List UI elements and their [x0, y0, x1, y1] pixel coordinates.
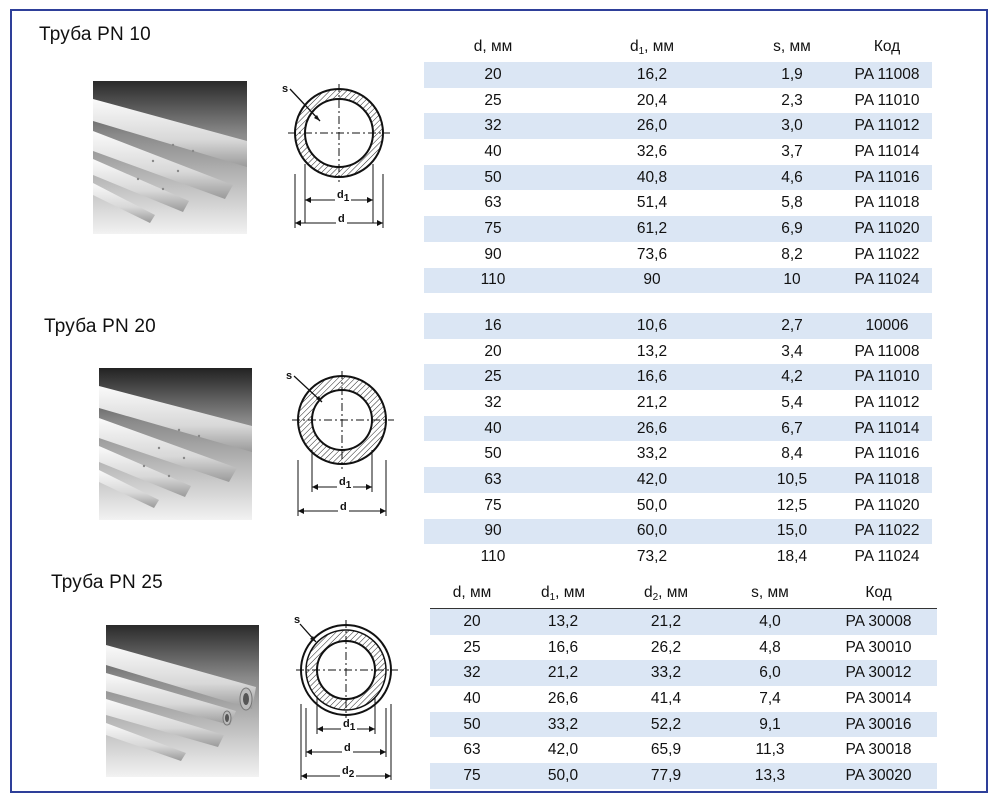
table-cell: PA 11012	[854, 393, 920, 411]
table-cell: 75	[484, 496, 502, 514]
table-cell: 1,9	[742, 62, 842, 88]
table-cell: 8,2	[781, 245, 803, 263]
table-row	[424, 88, 932, 114]
table-row	[424, 519, 932, 545]
table-cell: 40	[424, 416, 562, 442]
table-cell: 4,6	[742, 165, 842, 191]
table-cell: 60,0	[562, 519, 742, 545]
table-cell: 4,0	[720, 609, 820, 635]
diagram-label-s: s	[286, 370, 293, 382]
table-cell: PA 30018	[845, 741, 912, 759]
table-cell: 3,7	[781, 142, 803, 160]
column-header-d1: $d_1$, мм	[514, 578, 612, 609]
table-cell: 26,2	[650, 638, 682, 656]
spec-table-pn20	[424, 313, 932, 570]
table-cell: PA 11020	[842, 216, 932, 242]
section-title-pn25: Труба PN 25	[51, 572, 163, 593]
table-cell: 5,8	[781, 194, 803, 212]
table-cell: 20	[430, 609, 514, 635]
table-cell: 20,4	[636, 91, 668, 109]
table-cell: 26,6	[547, 689, 579, 707]
diagram-label-d: d	[340, 501, 347, 513]
table-cell: PA 11010	[842, 364, 932, 390]
spec-table-pn10	[424, 32, 932, 293]
table-cell: 10,5	[742, 467, 842, 493]
table-cell: 4,2	[742, 364, 842, 390]
table-cell: 33,2	[612, 660, 720, 686]
table-cell: 4,8	[759, 638, 781, 656]
table-cell: 42,0	[547, 741, 579, 759]
diagram-label-d: d	[338, 213, 345, 225]
table-row	[424, 544, 932, 570]
table-row	[424, 139, 932, 165]
table-cell: 3,4	[781, 342, 803, 360]
table-row	[424, 441, 932, 467]
table-cell: 40	[484, 142, 502, 160]
table-row	[424, 493, 932, 519]
table-row	[424, 416, 932, 442]
table-cell: PA 30008	[820, 609, 937, 635]
column-header-s: s, мм	[720, 578, 820, 609]
diagram-label-d1: d1	[339, 476, 352, 491]
table-cell: PA 11016	[854, 445, 920, 463]
table-cell: 50	[430, 712, 514, 738]
table-cell: 110	[480, 548, 506, 566]
column-header-s: s, мм	[773, 38, 811, 55]
table-cell: 20	[424, 62, 562, 88]
pipe-photo-pn25	[106, 625, 259, 777]
table-cell: 75	[430, 763, 514, 789]
column-header-d: d, мм	[430, 578, 514, 609]
table-row	[430, 635, 937, 661]
table-cell: PA 30010	[845, 638, 912, 656]
table-cell: 50,0	[636, 496, 668, 514]
table-cell: 21,2	[636, 393, 668, 411]
table-cell: 10	[742, 268, 842, 294]
column-header-code: Код	[820, 578, 937, 609]
table-cell: 90	[424, 519, 562, 545]
column-header-d1: $d_1$, мм	[629, 37, 675, 57]
table-row	[424, 467, 932, 493]
table-cell: PA 11024	[842, 268, 932, 294]
table-cell: 13,2	[636, 342, 668, 360]
table-cell: PA 11010	[854, 91, 920, 109]
table-row	[424, 242, 932, 268]
table-cell: 40	[463, 689, 481, 707]
table-row	[424, 190, 932, 216]
table-cell: 3,0	[742, 113, 842, 139]
table-cell: 33,2	[514, 712, 612, 738]
table-row	[424, 268, 932, 294]
table-row	[430, 712, 937, 738]
table-cell: 18,4	[776, 548, 808, 566]
table-cell: 52,2	[612, 712, 720, 738]
table-cell: 2,3	[781, 91, 803, 109]
table-cell: PA 11016	[842, 165, 932, 191]
table-row	[430, 609, 937, 635]
table-cell: 16,6	[547, 638, 579, 656]
column-header-d: d, мм	[473, 38, 513, 55]
table-cell: PA 30014	[845, 689, 912, 707]
table-row	[430, 763, 937, 789]
table-cell: 50	[424, 165, 562, 191]
table-cell: 13,3	[720, 763, 820, 789]
table-cell: 90	[562, 268, 742, 294]
diagram-label-d2: d2	[342, 765, 355, 780]
table-cell: 2,7	[742, 313, 842, 339]
table-cell: 9,1	[720, 712, 820, 738]
table-body-pn10	[424, 62, 932, 293]
table-row	[424, 339, 932, 365]
table-cell: 8,4	[781, 445, 803, 463]
table-cell: PA 11012	[842, 113, 932, 139]
table-cell: 63	[424, 467, 562, 493]
table-cell: 16,2	[562, 62, 742, 88]
table-cell: 32,6	[636, 142, 668, 160]
table-cell: 90	[484, 245, 502, 263]
table-row	[424, 390, 932, 416]
pipe-cross-section-diagram-pn10	[280, 78, 395, 233]
pipe-photo-pn10	[93, 81, 247, 234]
spec-table-pn25	[430, 578, 937, 789]
table-cell: 6,0	[720, 660, 820, 686]
table-cell: 32	[484, 393, 502, 411]
table-header-row	[430, 578, 937, 609]
table-cell: 32	[424, 113, 562, 139]
table-cell: 65,9	[650, 741, 682, 759]
table-header-row	[424, 32, 932, 62]
table-cell: PA 11008	[854, 342, 920, 360]
table-body-pn25	[430, 609, 937, 789]
table-cell: 73,2	[636, 548, 668, 566]
table-cell: 77,9	[612, 763, 720, 789]
table-cell: 63	[463, 741, 481, 759]
table-cell: PA 11020	[854, 496, 920, 514]
table-cell: PA 11014	[842, 416, 932, 442]
table-cell: 32	[430, 660, 514, 686]
table-cell: 25	[484, 91, 502, 109]
diagram-label-s: s	[294, 614, 301, 626]
table-row	[430, 737, 937, 763]
pipe-photo-pn20	[99, 368, 252, 520]
table-cell: 41,4	[650, 689, 682, 707]
table-cell: 16	[424, 313, 562, 339]
table-cell: PA 30012	[820, 660, 937, 686]
table-cell: 21,2	[612, 609, 720, 635]
table-cell: 75	[424, 216, 562, 242]
table-cell: 42,0	[562, 467, 742, 493]
section-title-pn20: Труба PN 20	[44, 316, 156, 337]
table-body-pn20	[424, 313, 932, 570]
table-cell: 20	[484, 342, 502, 360]
table-cell: 73,6	[636, 245, 668, 263]
table-cell: 61,2	[562, 216, 742, 242]
table-cell: PA 30020	[820, 763, 937, 789]
section-title-pn10: Труба PN 10	[39, 24, 151, 45]
table-cell: 10006	[842, 313, 932, 339]
table-cell: PA 30016	[820, 712, 937, 738]
table-row	[424, 216, 932, 242]
table-cell: 13,2	[514, 609, 612, 635]
table-cell: 26,6	[562, 416, 742, 442]
table-cell: 16,6	[562, 364, 742, 390]
column-header-d2: $d_2$, мм	[612, 578, 720, 609]
table-cell: 6,9	[742, 216, 842, 242]
column-header-code: Код	[873, 38, 901, 55]
table-cell: PA 11018	[854, 194, 920, 212]
table-cell: 12,5	[776, 496, 808, 514]
diagram-label-d1: d1	[337, 189, 350, 204]
table-row	[424, 62, 932, 88]
table-cell: PA 11008	[842, 62, 932, 88]
table-row	[424, 313, 932, 339]
table-cell: 50,0	[514, 763, 612, 789]
table-cell: PA 11024	[854, 548, 920, 566]
pipe-cross-section-diagram-pn25	[288, 612, 403, 784]
table-cell: PA 11022	[854, 245, 920, 263]
table-row	[424, 113, 932, 139]
table-cell: 10,6	[562, 313, 742, 339]
table-cell: 5,4	[781, 393, 803, 411]
table-cell: 7,4	[759, 689, 781, 707]
diagram-label-d1: d1	[343, 718, 356, 733]
table-cell: PA 11022	[842, 519, 932, 545]
table-cell: 50	[484, 445, 502, 463]
table-cell: 11,3	[755, 741, 785, 759]
table-row	[424, 364, 932, 390]
table-row	[430, 686, 937, 712]
table-row	[430, 660, 937, 686]
table-cell: PA 11018	[842, 467, 932, 493]
table-cell: 110	[424, 268, 562, 294]
table-cell: 63	[484, 194, 502, 212]
table-row	[424, 165, 932, 191]
table-cell: 25	[463, 638, 481, 656]
table-cell: 33,2	[636, 445, 668, 463]
table-cell: 21,2	[514, 660, 612, 686]
table-cell: 26,0	[562, 113, 742, 139]
table-cell: 25	[424, 364, 562, 390]
table-cell: 15,0	[742, 519, 842, 545]
diagram-label-s: s	[282, 83, 289, 95]
table-cell: 40,8	[562, 165, 742, 191]
pipe-cross-section-diagram-pn20	[284, 364, 399, 519]
table-cell: 6,7	[742, 416, 842, 442]
table-cell: PA 11014	[854, 142, 920, 160]
table-cell: 51,4	[636, 194, 668, 212]
diagram-label-d: d	[344, 742, 351, 754]
